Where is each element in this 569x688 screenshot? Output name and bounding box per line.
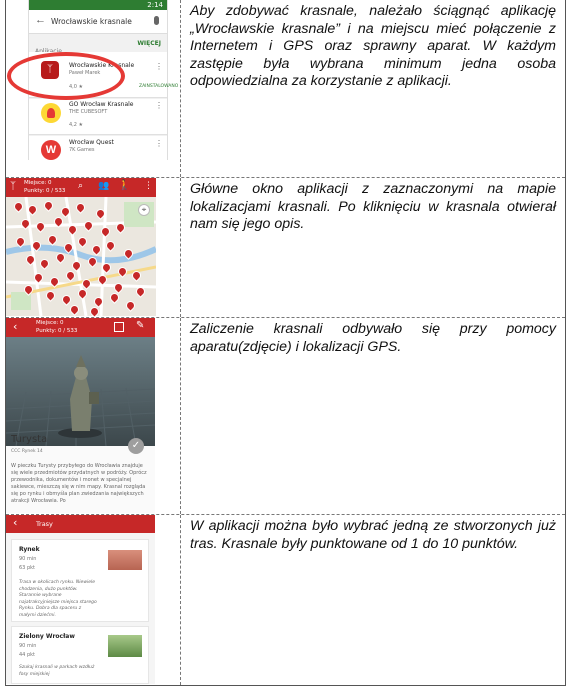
map-screen [6,178,156,316]
route-points: 44 pkt [19,652,35,658]
dwarf-marker-icon[interactable] [48,275,61,288]
dwarf-detail-screenshot [6,318,181,514]
more-options-icon[interactable]: ⋮ [155,101,163,110]
table-row [6,515,565,686]
detail-screen [6,318,155,513]
dwarf-marker-icon[interactable] [130,269,143,282]
dwarf-marker-icon[interactable] [44,289,57,302]
dwarf-marker-icon[interactable] [52,215,65,228]
dwarf-marker-icon[interactable] [90,243,103,256]
route-name: Rynek [19,546,40,553]
app-header [6,318,155,337]
route-time: 90 min [19,556,37,562]
dwarf-marker-icon[interactable] [116,265,129,278]
highlight-circle [7,52,125,100]
edit-icon[interactable]: ✎ [136,320,145,331]
dwarf-marker-icon[interactable] [99,225,112,238]
back-arrow-icon[interactable]: ‹ [13,516,18,529]
description-text: Zaliczenie krasnali odbywało się przy pomocy aparatu(zdjęcie) i lokalizacji GPS. [190,321,556,355]
back-arrow-icon[interactable]: ‹ [13,320,18,333]
route-thumbnail [108,635,142,657]
locate-button[interactable]: ⌖ [138,204,150,216]
dwarf-marker-icon[interactable] [22,283,35,296]
more-link[interactable]: WIĘCEJ [137,40,161,47]
dwarf-marker-icon[interactable] [19,217,32,230]
search-icon[interactable]: ⌕ [78,181,84,191]
app-developer: Paweł Marek [69,70,101,76]
dwarf-marker-icon[interactable] [46,233,59,246]
dwarf-marker-icon[interactable] [100,261,113,274]
table-row [6,0,565,178]
map-icon[interactable] [114,322,124,332]
dwarf-marker-icon[interactable] [42,199,55,212]
dwarf-marker-icon[interactable] [59,205,72,218]
description-text: Główne okno aplikacji z zaznaczonymi na mapie lokalizacjami krasnali. Po kliknięciu w krasnala otwierał nam się jego opis. [190,181,556,232]
microphone-icon[interactable] [154,16,159,25]
dwarf-marker-icon[interactable] [14,235,27,248]
table-row [6,178,565,318]
status-bar [29,0,167,10]
points-label: Punkty: 0 / 533 [24,188,66,194]
app-rating: 4,2 ★ [69,122,84,128]
app-header [6,178,156,197]
routes-screenshot [6,515,181,685]
route-thumbnail [108,550,142,570]
dwarf-marker-icon[interactable] [32,271,45,284]
route-name: Zielony Wrocław [19,633,75,640]
play-store-screenshot [6,0,181,177]
place-label: Miejsce: 0 [24,180,52,186]
place-label: Miejsce: 0 [36,320,64,326]
app-rating: 4,0 ★ [69,84,84,90]
description-text: W aplikacji można było wybrać jedną ze stworzonych już tras. Krasnale były punktowane od 1 do 10 punktów. [190,518,556,552]
dwarf-marker-icon[interactable] [26,203,39,216]
dwarf-marker-icon[interactable] [70,259,83,272]
back-arrow-icon[interactable]: ← [35,14,46,26]
dwarf-marker-icon[interactable] [66,223,79,236]
app-developer: THE CUBESOFT [69,109,108,115]
route-card[interactable] [11,539,149,622]
dwarf-address: CCC Rynek 14 [11,449,43,454]
routes-header-title: Trasy [36,520,53,528]
more-options-icon[interactable]: ⋮ [155,62,163,71]
more-options-icon[interactable]: ⋮ [155,139,163,148]
dwarf-marker-icon[interactable] [60,293,73,306]
search-text: Wrocławskie krasnale [51,17,132,26]
dwarf-markers [6,197,156,316]
app-card[interactable] [29,136,167,160]
status-time: 2:14 [147,1,163,9]
description-text: Aby zdobywać krasnale, należało ściągnąć aplikację „Wrocławskie krasnale” i na miejscu mieć połączenie z Internetem i GPS oraz sprawny aparat. W każdym zastępie była wybrana minimum jedna osoba odpowiedzialna za korzystanie z aplikacji. [190,3,556,89]
dwarf-marker-icon[interactable] [38,257,51,270]
app-name: Wrocław Quest [69,139,114,146]
dwarf-marker-icon[interactable] [96,273,109,286]
dwarf-marker-icon[interactable] [24,253,37,266]
route-description: Szukaj krasnali w parkach wzdłuż fosy miejskiej [19,665,95,677]
dwarf-marker-icon[interactable] [86,255,99,268]
route-time: 90 min [19,643,37,649]
map-screenshot [6,178,181,317]
app-icon: W [41,140,61,160]
app-card[interactable] [29,99,167,135]
dwarf-marker-icon[interactable] [34,220,47,233]
dwarf-marker-icon[interactable] [54,251,67,264]
dwarf-marker-icon[interactable] [74,201,87,214]
points-label: Punkty: 0 / 533 [36,328,78,334]
dwarf-description: W pieczku Turysty przybyłego do Wrocławia znajduje się wiele przedmiotów przydatnych w podróży. Oprócz przewodnika, dokumentów i monet w specjalnej sakiewce, mieszczą się w nim mapy. Krasnal rozgląda się po rynku i obmyśla plan zwiedzania największych atrakcji Wrocławia. Po [11,463,147,504]
dwarf-marker-icon[interactable] [94,207,107,220]
dwarf-marker-icon[interactable] [104,239,117,252]
routes-screen [6,515,155,684]
checkmark-button[interactable]: ✓ [128,438,144,454]
dwarf-title: Turysta [11,434,48,445]
app-header [6,515,155,533]
dwarf-marker-icon[interactable] [82,219,95,232]
group-icon[interactable]: 👥 [98,181,110,191]
app-name: GO Wrocław Krasnale [69,101,134,108]
dwarf-marker-icon[interactable] [76,235,89,248]
app-icon [41,103,61,123]
dwarf-marker-icon[interactable] [122,247,135,260]
menu-icon[interactable]: ᛉ [10,181,16,192]
table-row [6,318,565,515]
app-name: Wrocławskie Krasnale [69,62,135,69]
dwarf-marker-icon[interactable] [134,285,147,298]
more-options-icon[interactable]: ⋮ [144,181,153,191]
search-bar[interactable] [29,10,167,34]
dwarf-marker-icon[interactable] [12,200,25,213]
dwarf-marker-icon[interactable] [114,221,127,234]
dwarf-photo [6,337,155,446]
walk-icon[interactable]: 🚶 [118,180,131,191]
dwarf-marker-icon[interactable] [30,239,43,252]
dwarf-marker-icon[interactable] [68,303,81,316]
app-developer: 7K Games [69,147,95,153]
route-points: 63 pkt [19,565,35,571]
app-icon: ᛉ [41,61,59,79]
install-status[interactable]: ZAINSTALOWANO [139,84,179,89]
route-card[interactable] [11,626,149,684]
dwarf-marker-icon[interactable] [62,241,75,254]
dwarf-marker-icon[interactable] [124,299,137,312]
route-description: Trasa w okolicach rynku. Niewiele chodzenia, dużo punktów. Starannie wybrane najatrakcyjniejsze miejsca starego Rynku. Dobra dla spaceru z małymi dziećmi. [19,580,97,618]
document-table [5,0,566,686]
